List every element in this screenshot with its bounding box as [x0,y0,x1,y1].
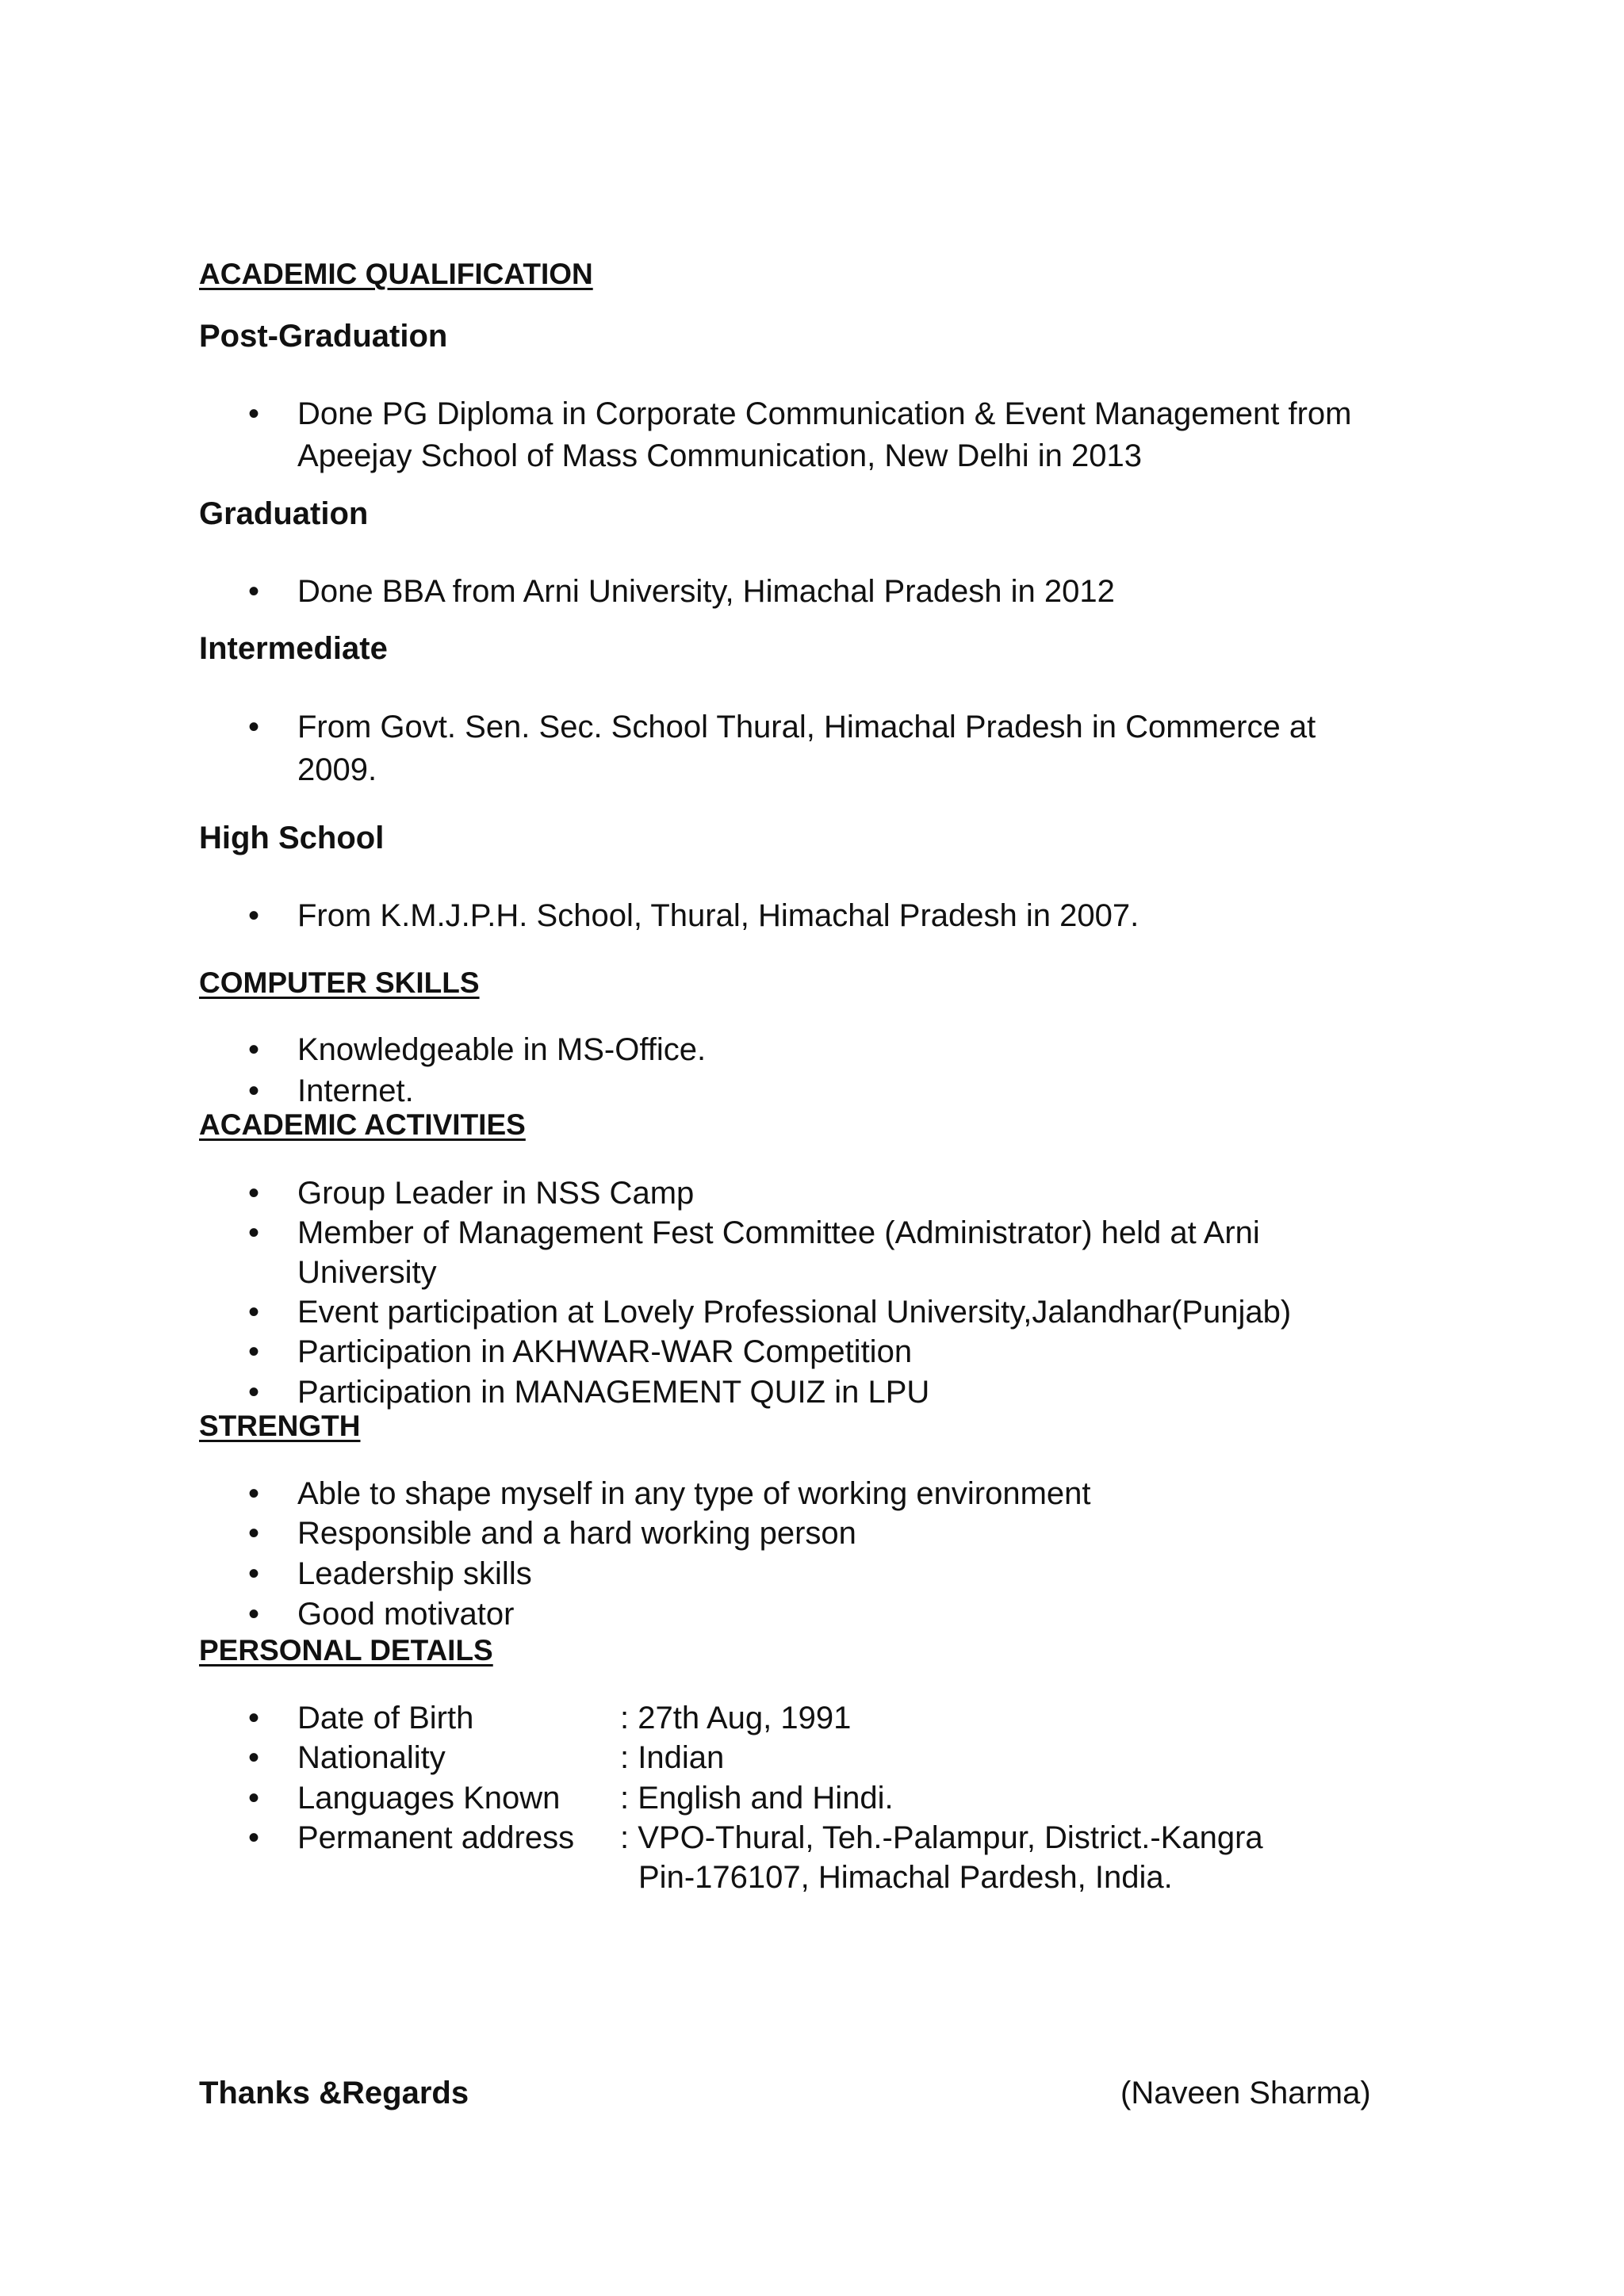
bullet-icon [248,1820,259,1856]
intermediate-line1: From Govt. Sen. Sec. School Thural, Himachal Pradesh in Commerce at [297,710,1316,744]
personal-details-heading: PERSONAL DETAILS [199,1634,493,1667]
academic-qualification-heading: ACADEMIC QUALIFICATION [199,258,593,290]
intermediate-line2: 2009. [297,752,377,787]
personal-value: : VPO-Thural, Teh.-Palampur, District.-Kangra [620,1820,1263,1855]
post-graduation-line2: Apeejay School of Mass Communication, New Delhi in 2013 [297,438,1142,473]
personal-label: Languages Known [297,1781,561,1816]
computer-skills-heading: COMPUTER SKILLS [199,966,480,999]
computer-skill-item: Knowledgeable in MS-Office. [297,1032,707,1067]
bullet-icon [248,1516,259,1552]
post-graduation-line1: Done PG Diploma in Corporate Communication & Event Management from [297,396,1352,431]
bullet-icon [248,710,259,745]
activity-item: Event participation at Lovely Professional University,Jalandhar(Punjab) [297,1295,1292,1330]
academic-activities-heading: ACADEMIC ACTIVITIES [199,1108,526,1141]
strength-item: Leadership skills [297,1556,532,1591]
personal-value: : Indian [620,1740,725,1775]
bullet-icon [248,396,259,432]
strength-heading: STRENGTH [199,1410,361,1442]
high-school-title: High School [199,821,385,855]
activity-item: Participation in MANAGEMENT QUIZ in LPU [297,1375,930,1410]
bullet-icon [248,1556,259,1592]
personal-label: Date of Birth [297,1701,474,1735]
personal-label: Permanent address [297,1820,575,1855]
activity-item-continued: University [297,1255,437,1290]
bullet-icon [248,898,259,934]
thanks-regards: Thanks &Regards [199,2076,469,2110]
bullet-icon [248,1476,259,1512]
bullet-icon [248,1032,259,1068]
bullet-icon [248,1597,259,1632]
activity-item: Group Leader in NSS Camp [297,1176,695,1211]
personal-value: : English and Hindi. [620,1781,894,1816]
graduation-title: Graduation [199,496,369,531]
intermediate-title: Intermediate [199,631,388,666]
strength-item: Responsible and a hard working person [297,1516,856,1551]
post-graduation-title: Post-Graduation [199,319,448,354]
address-line2: Pin-176107, Himachal Pardesh, India. [638,1860,1173,1895]
bullet-icon [248,1073,259,1109]
personal-value: : 27th Aug, 1991 [620,1701,852,1735]
high-school-line1: From K.M.J.P.H. School, Thural, Himachal Pradesh in 2007. [297,898,1139,933]
graduation-line1: Done BBA from Arni University, Himachal Pradesh in 2012 [297,574,1115,609]
strength-item: Able to shape myself in any type of working environment [297,1476,1091,1511]
bullet-icon [248,1375,259,1410]
bullet-icon [248,1176,259,1211]
activity-item: Participation in AKHWAR-WAR Competition [297,1334,913,1369]
bullet-icon [248,1215,259,1251]
strength-item: Good motivator [297,1597,515,1632]
bullet-icon [248,574,259,610]
bullet-icon [248,1701,259,1736]
activity-item: Member of Management Fest Committee (Administrator) held at Arni [297,1215,1260,1250]
personal-label: Nationality [297,1740,446,1775]
computer-skill-item: Internet. [297,1073,414,1108]
bullet-icon [248,1740,259,1776]
bullet-icon [248,1781,259,1816]
bullet-icon [248,1334,259,1370]
bullet-icon [248,1295,259,1330]
signature-name: (Naveen Sharma) [1120,2076,1371,2110]
